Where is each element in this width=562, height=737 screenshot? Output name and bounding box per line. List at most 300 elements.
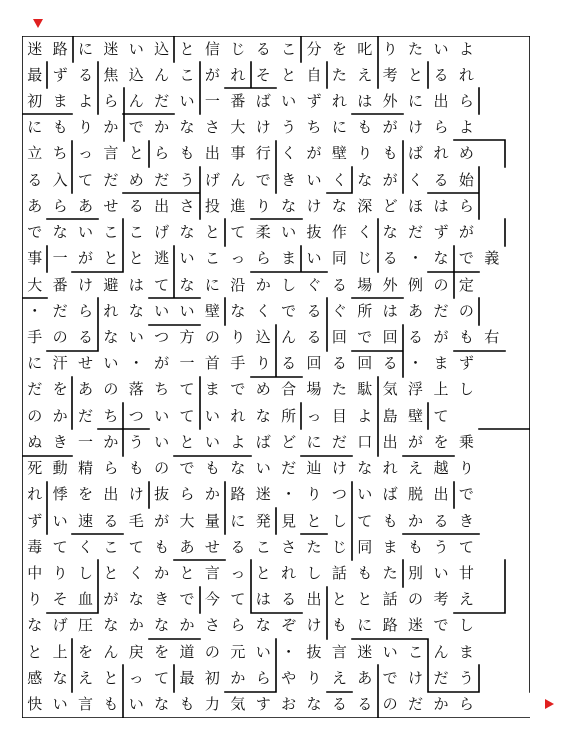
maze-cell: 快 bbox=[27, 695, 43, 714]
maze-cell: か bbox=[128, 616, 144, 635]
maze-cell: 島 bbox=[382, 406, 398, 425]
maze-cell: し bbox=[458, 616, 474, 635]
maze-cell: れ bbox=[382, 459, 398, 478]
maze-cell: に bbox=[306, 432, 322, 451]
maze-cell: 発 bbox=[255, 511, 271, 530]
maze-cell: 手 bbox=[230, 354, 246, 373]
maze-cell: き bbox=[458, 511, 474, 530]
maze-cell: 血 bbox=[77, 590, 93, 609]
maze-cell: き bbox=[154, 590, 170, 609]
maze-cell: ま bbox=[204, 380, 220, 399]
maze-cell: け bbox=[77, 275, 93, 294]
maze-cell: 一 bbox=[52, 249, 68, 268]
maze-cell: い bbox=[204, 406, 220, 425]
maze-cell: せ bbox=[103, 196, 119, 215]
maze-cell: も bbox=[128, 459, 144, 478]
maze-cell: に bbox=[357, 616, 373, 635]
maze-cell: 精 bbox=[77, 459, 93, 478]
maze-cell: な bbox=[27, 616, 43, 635]
goal-arrow-icon bbox=[545, 699, 554, 709]
maze-cell: ぬ bbox=[27, 432, 43, 451]
maze-cell: 量 bbox=[204, 511, 220, 530]
maze-cell: り bbox=[357, 144, 373, 163]
maze-cell: け bbox=[408, 118, 424, 137]
maze-cell: 脱 bbox=[408, 485, 424, 504]
maze-cell: て bbox=[357, 511, 373, 530]
maze-cell: ん bbox=[281, 328, 297, 347]
maze-cell: か bbox=[433, 695, 449, 714]
maze-cell: 場 bbox=[306, 380, 322, 399]
maze-cell: 出 bbox=[433, 485, 449, 504]
maze-cell: れ bbox=[27, 485, 43, 504]
maze-cell: ら bbox=[103, 92, 119, 111]
maze-cell: じ bbox=[357, 249, 373, 268]
maze-cell: く bbox=[255, 301, 271, 320]
maze-cell: 言 bbox=[331, 642, 347, 661]
maze-cell: の bbox=[382, 695, 398, 714]
maze-cell: 迷 bbox=[103, 39, 119, 58]
start-arrow-icon bbox=[33, 19, 43, 28]
maze-cell: た bbox=[306, 537, 322, 556]
maze-cell: あ bbox=[408, 301, 424, 320]
maze-cell: の bbox=[27, 406, 43, 425]
maze-cell: 所 bbox=[281, 406, 297, 425]
maze-cell: 作 bbox=[331, 223, 347, 242]
maze-cell: ら bbox=[458, 695, 474, 714]
maze-cell: い bbox=[179, 92, 195, 111]
maze-cell: て bbox=[433, 406, 449, 425]
maze-cell: が bbox=[408, 432, 424, 451]
maze-cell: 目 bbox=[331, 406, 347, 425]
maze-cell: 回 bbox=[382, 328, 398, 347]
maze-cell: 考 bbox=[433, 590, 449, 609]
maze-cell: な bbox=[357, 170, 373, 189]
maze-cell: 壁 bbox=[408, 406, 424, 425]
maze-cell: ら bbox=[255, 249, 271, 268]
maze-cell: を bbox=[52, 380, 68, 399]
maze-cell: て bbox=[154, 275, 170, 294]
maze-cell: い bbox=[154, 432, 170, 451]
maze-cell: ん bbox=[154, 65, 170, 84]
maze-cell: つ bbox=[154, 328, 170, 347]
maze-cell: ん bbox=[128, 92, 144, 111]
maze-cell: 気 bbox=[230, 695, 246, 714]
maze-cell: と bbox=[179, 432, 195, 451]
maze-cell: 路 bbox=[52, 39, 68, 58]
maze-cell: 出 bbox=[433, 92, 449, 111]
maze-cell: れ bbox=[230, 65, 246, 84]
maze-cell: を bbox=[77, 642, 93, 661]
maze-cell: か bbox=[179, 616, 195, 635]
maze-cell: ぞ bbox=[281, 616, 297, 635]
maze-cell: な bbox=[230, 459, 246, 478]
maze-cell: よ bbox=[77, 92, 93, 111]
maze-cell: ま bbox=[433, 354, 449, 373]
maze-cell: っ bbox=[306, 406, 322, 425]
maze-cell: 避 bbox=[103, 275, 119, 294]
maze-cell: る bbox=[433, 511, 449, 530]
maze-cell: い bbox=[255, 642, 271, 661]
maze-cell: 出 bbox=[204, 144, 220, 163]
maze-cell: て bbox=[77, 170, 93, 189]
maze-cell: せ bbox=[204, 537, 220, 556]
maze-cell: く bbox=[408, 170, 424, 189]
maze-cell: ら bbox=[255, 668, 271, 687]
maze-cell: る bbox=[331, 275, 347, 294]
maze-cell: こ bbox=[103, 223, 119, 242]
maze-cell: 回 bbox=[331, 328, 347, 347]
maze-cell: 戻 bbox=[128, 642, 144, 661]
maze-cell: な bbox=[52, 223, 68, 242]
maze-cell: り bbox=[27, 590, 43, 609]
maze-cell: が bbox=[382, 118, 398, 137]
maze-cell: 毛 bbox=[128, 511, 144, 530]
maze-cell: 上 bbox=[433, 380, 449, 399]
maze-cell: る bbox=[433, 65, 449, 84]
maze-cell: と bbox=[103, 249, 119, 268]
maze-cell: 方 bbox=[179, 328, 195, 347]
maze-cell: く bbox=[331, 170, 347, 189]
maze-cell: ・ bbox=[281, 485, 297, 504]
maze-cell: も bbox=[331, 616, 347, 635]
maze-cell: こ bbox=[103, 537, 119, 556]
maze-cell: 話 bbox=[331, 563, 347, 582]
maze-cell: が bbox=[77, 249, 93, 268]
maze-cell: も bbox=[179, 144, 195, 163]
maze-cell: ば bbox=[255, 432, 271, 451]
maze-cell: 事 bbox=[230, 144, 246, 163]
maze-cell: い bbox=[154, 301, 170, 320]
maze-board bbox=[22, 36, 530, 718]
maze-cell: っ bbox=[128, 668, 144, 687]
maze-cell: で bbox=[230, 380, 246, 399]
maze-cell: お bbox=[281, 695, 297, 714]
maze-cell: ま bbox=[281, 249, 297, 268]
maze-cell: 外 bbox=[382, 275, 398, 294]
maze-cell: う bbox=[179, 170, 195, 189]
maze-cell: そ bbox=[255, 65, 271, 84]
maze-cell: 今 bbox=[204, 590, 220, 609]
maze-cell: っ bbox=[230, 249, 246, 268]
maze-cell: 深 bbox=[357, 196, 373, 215]
maze-cell: 落 bbox=[128, 380, 144, 399]
maze-cell: ん bbox=[433, 642, 449, 661]
maze-cell: 出 bbox=[154, 196, 170, 215]
maze-cell: な bbox=[433, 249, 449, 268]
maze-cell: し bbox=[306, 563, 322, 582]
maze-cell: ・ bbox=[408, 249, 424, 268]
maze-cell: っ bbox=[230, 563, 246, 582]
maze-cell: 最 bbox=[179, 668, 195, 687]
maze-cell: の bbox=[103, 380, 119, 399]
maze-cell: が bbox=[458, 223, 474, 242]
maze-cell: と bbox=[331, 590, 347, 609]
maze-cell: あ bbox=[77, 196, 93, 215]
maze-cell: に bbox=[27, 118, 43, 137]
maze-cell: 番 bbox=[230, 92, 246, 111]
maze-cell: 逃 bbox=[154, 249, 170, 268]
maze-cell: 手 bbox=[27, 328, 43, 347]
maze-cell: 駄 bbox=[357, 380, 373, 399]
maze-cell: の bbox=[52, 328, 68, 347]
maze-cell: る bbox=[306, 328, 322, 347]
maze-cell: 場 bbox=[357, 275, 373, 294]
maze-cell: も bbox=[408, 537, 424, 556]
maze-cell: な bbox=[255, 406, 271, 425]
maze-cell: ま bbox=[52, 92, 68, 111]
maze-cell: 路 bbox=[382, 616, 398, 635]
maze-cell: ら bbox=[179, 485, 195, 504]
maze-cell: け bbox=[306, 616, 322, 635]
maze-cell: ち bbox=[103, 406, 119, 425]
maze-cell: ど bbox=[281, 432, 297, 451]
maze-cell: な bbox=[255, 616, 271, 635]
maze-cell: な bbox=[154, 616, 170, 635]
maze-cell: で bbox=[458, 249, 474, 268]
maze-cell: な bbox=[179, 118, 195, 137]
maze-cell: け bbox=[128, 485, 144, 504]
maze-cell: い bbox=[382, 642, 398, 661]
maze-cell: し bbox=[458, 380, 474, 399]
maze-cell: で bbox=[281, 301, 297, 320]
maze-cell: 信 bbox=[204, 39, 220, 58]
maze-cell: し bbox=[331, 511, 347, 530]
maze-cell: ん bbox=[230, 170, 246, 189]
maze-cell: ら bbox=[154, 144, 170, 163]
maze-cell: な bbox=[230, 301, 246, 320]
maze-cell: 抜 bbox=[306, 223, 322, 242]
maze-cell: 込 bbox=[154, 39, 170, 58]
maze-cell: 速 bbox=[77, 511, 93, 530]
maze-cell: う bbox=[458, 668, 474, 687]
maze-cell: て bbox=[230, 590, 246, 609]
maze-cell: は bbox=[128, 275, 144, 294]
maze-cell: 初 bbox=[27, 92, 43, 111]
maze-cell: 大 bbox=[179, 511, 195, 530]
maze-cell: き bbox=[281, 170, 297, 189]
maze-cell: よ bbox=[458, 118, 474, 137]
maze-cell: の bbox=[408, 590, 424, 609]
maze-cell: 道 bbox=[179, 642, 195, 661]
maze-cell: 所 bbox=[357, 301, 373, 320]
maze-walls bbox=[22, 36, 530, 718]
maze-cell: 初 bbox=[204, 668, 220, 687]
maze-cell: も bbox=[103, 695, 119, 714]
maze-cell: 抜 bbox=[306, 642, 322, 661]
maze-cell: う bbox=[128, 432, 144, 451]
maze-cell: で bbox=[128, 118, 144, 137]
maze-cell: る bbox=[408, 328, 424, 347]
maze-cell: れ bbox=[281, 563, 297, 582]
maze-cell: る bbox=[77, 65, 93, 84]
maze-cell: 力 bbox=[204, 695, 220, 714]
maze-cell: れ bbox=[331, 92, 347, 111]
maze-cell: を bbox=[433, 432, 449, 451]
maze-cell: ず bbox=[433, 223, 449, 242]
maze-cell: に bbox=[204, 275, 220, 294]
maze-cell: で bbox=[179, 459, 195, 478]
maze-cell: た bbox=[331, 380, 347, 399]
maze-cell: ・ bbox=[27, 301, 43, 320]
maze-cell: 立 bbox=[27, 144, 43, 163]
maze-cell: い bbox=[204, 432, 220, 451]
maze-cell: ら bbox=[433, 118, 449, 137]
maze-cell: い bbox=[52, 511, 68, 530]
maze-cell: も bbox=[154, 537, 170, 556]
maze-cell: る bbox=[103, 511, 119, 530]
maze-cell: に bbox=[331, 118, 347, 137]
maze-cell: く bbox=[77, 537, 93, 556]
maze-cell: 番 bbox=[52, 275, 68, 294]
maze-cell: ・ bbox=[128, 354, 144, 373]
maze-cell: 甘 bbox=[458, 563, 474, 582]
maze-cell: こ bbox=[408, 642, 424, 661]
maze-cell: 死 bbox=[27, 459, 43, 478]
maze-cell: な bbox=[179, 275, 195, 294]
maze-cell: も bbox=[52, 118, 68, 137]
maze-cell: ら bbox=[77, 301, 93, 320]
maze-cell: 見 bbox=[281, 511, 297, 530]
maze-cell: か bbox=[103, 432, 119, 451]
maze-cell: や bbox=[281, 668, 297, 687]
maze-cell: そ bbox=[52, 590, 68, 609]
maze-cell: と bbox=[179, 563, 195, 582]
maze-cell: ず bbox=[458, 354, 474, 373]
maze-cell: て bbox=[154, 668, 170, 687]
maze-cell: り bbox=[255, 354, 271, 373]
maze-cell: こ bbox=[204, 249, 220, 268]
maze-cell: で bbox=[255, 170, 271, 189]
maze-cell: な bbox=[306, 695, 322, 714]
maze-cell: 出 bbox=[306, 590, 322, 609]
maze-cell: よ bbox=[458, 39, 474, 58]
maze-cell: の bbox=[154, 459, 170, 478]
maze-cell: つ bbox=[128, 406, 144, 425]
maze-cell: で bbox=[357, 328, 373, 347]
maze-cell: て bbox=[128, 537, 144, 556]
maze-cell: が bbox=[382, 170, 398, 189]
maze-cell: 迷 bbox=[357, 642, 373, 661]
maze-cell: く bbox=[357, 223, 373, 242]
maze-cell: 投 bbox=[204, 196, 220, 215]
maze-cell: あ bbox=[77, 380, 93, 399]
maze-cell: る bbox=[128, 196, 144, 215]
maze-cell: よ bbox=[230, 432, 246, 451]
maze-cell: 自 bbox=[306, 65, 322, 84]
maze-cell: 迷 bbox=[408, 616, 424, 635]
maze-cell: さ bbox=[281, 537, 297, 556]
maze-cell: 壁 bbox=[331, 144, 347, 163]
maze-cell: な bbox=[128, 590, 144, 609]
maze-cell: を bbox=[154, 642, 170, 661]
maze-cell: 動 bbox=[52, 459, 68, 478]
maze-cell: 気 bbox=[382, 380, 398, 399]
maze-cell: ら bbox=[103, 459, 119, 478]
maze-cell: な bbox=[331, 196, 347, 215]
maze-cell: せ bbox=[77, 354, 93, 373]
maze-cell: る bbox=[306, 301, 322, 320]
maze-cell: い bbox=[154, 406, 170, 425]
maze-cell: だ bbox=[433, 668, 449, 687]
maze-cell: ず bbox=[306, 92, 322, 111]
maze-cell: い bbox=[128, 695, 144, 714]
maze-cell: こ bbox=[179, 65, 195, 84]
maze-cell: と bbox=[179, 39, 195, 58]
maze-cell: て bbox=[52, 537, 68, 556]
maze-cell: あ bbox=[27, 196, 43, 215]
maze-cell: が bbox=[154, 354, 170, 373]
maze-cell: 口 bbox=[357, 432, 373, 451]
maze-cell: る bbox=[382, 249, 398, 268]
maze-cell: 回 bbox=[357, 354, 373, 373]
maze-cell: 出 bbox=[382, 432, 398, 451]
maze-cell: 大 bbox=[27, 275, 43, 294]
maze-cell: 同 bbox=[357, 537, 373, 556]
maze-cell: 右 bbox=[484, 328, 500, 347]
maze-cell: 話 bbox=[382, 590, 398, 609]
maze-cell: こ bbox=[281, 39, 297, 58]
maze-cell: 一 bbox=[204, 92, 220, 111]
maze-cell: な bbox=[103, 616, 119, 635]
maze-cell: さ bbox=[179, 196, 195, 215]
maze-cell: で bbox=[458, 485, 474, 504]
maze-cell: え bbox=[408, 459, 424, 478]
maze-cell: 最 bbox=[27, 65, 43, 84]
maze-cell: 乗 bbox=[458, 432, 474, 451]
maze-cell: と bbox=[204, 223, 220, 242]
maze-cell: く bbox=[281, 144, 297, 163]
maze-cell: も bbox=[357, 118, 373, 137]
maze-cell: じ bbox=[230, 39, 246, 58]
maze-cell: ば bbox=[255, 92, 271, 111]
maze-cell: っ bbox=[77, 144, 93, 163]
maze-cell: る bbox=[331, 354, 347, 373]
maze-cell: け bbox=[306, 196, 322, 215]
maze-cell: は bbox=[433, 196, 449, 215]
maze-cell: に bbox=[27, 354, 43, 373]
maze-cell: け bbox=[331, 459, 347, 478]
maze-cell: な bbox=[382, 223, 398, 242]
maze-cell: 元 bbox=[230, 642, 246, 661]
maze-cell: に bbox=[77, 39, 93, 58]
maze-cell: げ bbox=[204, 170, 220, 189]
maze-cell: ら bbox=[52, 196, 68, 215]
maze-cell: た bbox=[331, 65, 347, 84]
maze-cell: が bbox=[433, 328, 449, 347]
maze-cell: 込 bbox=[255, 328, 271, 347]
maze-cell: か bbox=[255, 275, 271, 294]
maze-cell: も bbox=[204, 459, 220, 478]
maze-cell: ま bbox=[458, 642, 474, 661]
maze-cell: に bbox=[408, 92, 424, 111]
maze-cell: 事 bbox=[27, 249, 43, 268]
maze-cell: か bbox=[230, 668, 246, 687]
maze-cell: も bbox=[458, 328, 474, 347]
maze-cell: の bbox=[204, 328, 220, 347]
maze-cell: い bbox=[128, 39, 144, 58]
maze-cell: で bbox=[433, 616, 449, 635]
maze-cell: 言 bbox=[204, 563, 220, 582]
maze-cell: な bbox=[103, 328, 119, 347]
maze-cell: く bbox=[128, 563, 144, 582]
maze-cell: る bbox=[77, 328, 93, 347]
maze-cell: じ bbox=[331, 537, 347, 556]
maze-cell: て bbox=[179, 380, 195, 399]
maze-cell: も bbox=[382, 511, 398, 530]
maze-cell: さ bbox=[204, 118, 220, 137]
maze-cell: だ bbox=[281, 459, 297, 478]
maze-cell: こ bbox=[128, 223, 144, 242]
